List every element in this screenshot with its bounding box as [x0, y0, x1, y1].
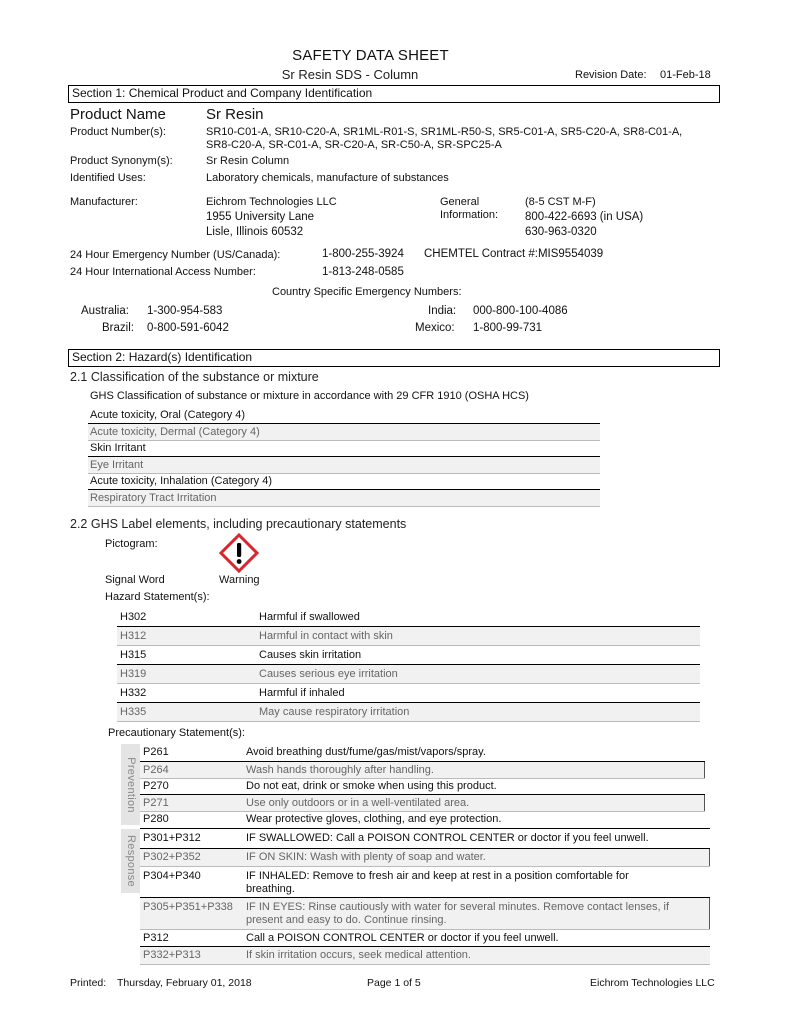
- australia-label: Australia:: [81, 305, 129, 317]
- precaution-text: Do not eat, drink or smoke when using this product.: [246, 780, 497, 792]
- product-name: Sr Resin: [206, 106, 264, 123]
- signal-word-label: Signal Word: [105, 574, 165, 586]
- precaution-text: Call a POISON CONTROL CENTER or doctor if you feel unwell.: [246, 932, 559, 944]
- classification-row: Skin Irritant: [90, 442, 146, 454]
- emergency-number: 1-800-255-3924: [322, 248, 404, 260]
- classification-row: Acute toxicity, Dermal (Category 4): [90, 426, 260, 438]
- section1-header-box: [68, 85, 720, 103]
- precaution-code: P264: [143, 764, 169, 776]
- general-info-label-1: General: [440, 196, 480, 208]
- intl-access-number: 1-813-248-0585: [322, 266, 404, 278]
- manufacturer-street: 1955 University Lane: [206, 211, 315, 223]
- country-numbers-heading: Country Specific Emergency Numbers:: [272, 286, 462, 298]
- precaution-text: Avoid breathing dust/fume/gas/mist/vapors/spray.: [246, 746, 486, 758]
- precaution-text: IF ON SKIN: Wash with plenty of soap and water.: [246, 851, 486, 863]
- footer-page-number: Page 1 of 5: [367, 977, 421, 989]
- revision-date: 01-Feb-18: [660, 69, 711, 81]
- footer-company: Eichrom Technologies LLC: [590, 977, 715, 989]
- hazard-code: H319: [120, 668, 147, 680]
- precaution-text: Use only outdoors or in a well-ventilated area.: [246, 797, 470, 809]
- uses-label: Identified Uses:: [70, 172, 146, 184]
- section2-header-box: [68, 349, 720, 367]
- intl-access-label: 24 Hour International Access Number:: [70, 266, 256, 278]
- manufacturer-name: Eichrom Technologies LLC: [206, 196, 337, 208]
- uses-value: Laboratory chemicals, manufacture of substances: [206, 172, 449, 184]
- classification-row: Acute toxicity, Oral (Category 4): [90, 409, 246, 421]
- hazard-text: Causes skin irritation: [259, 649, 362, 661]
- subsection-2-1-heading: 2.1 Classification of the substance or mixture: [70, 370, 319, 384]
- precaution-text: If skin irritation occurs, seek medical attention.: [246, 949, 471, 961]
- synonym-label: Product Synonym(s):: [70, 155, 173, 167]
- precaution-text: IF SWALLOWED: Call a POISON CONTROL CENTER or doctor if you feel unwell.: [246, 832, 649, 844]
- document-subtitle: Sr Resin SDS - Column: [281, 67, 419, 82]
- precaution-text: IF INHALED: Remove to fresh air and keep at rest in a position comfortable for: [246, 870, 629, 882]
- contact-phone-usa: 800-422-6693 (in USA): [525, 211, 644, 223]
- footer-printed-label: Printed:: [70, 977, 107, 989]
- mexico-number: 1-800-99-731: [473, 322, 543, 334]
- emergency-label: 24 Hour Emergency Number (US/Canada):: [70, 249, 281, 261]
- pictogram-label: Pictogram:: [105, 538, 158, 550]
- response-tab: Response: [121, 829, 140, 893]
- revision-label: Revision Date:: [575, 69, 647, 81]
- classification-row: Eye Irritant: [90, 459, 144, 471]
- precaution-code: P302+P352: [143, 851, 201, 863]
- contact-hours: (8-5 CST M-F): [525, 196, 596, 208]
- hazard-text: Harmful in contact with skin: [259, 630, 393, 642]
- brazil-number: 0-800-591-6042: [147, 322, 229, 334]
- general-info-label-2: Information:: [440, 209, 499, 221]
- ghs-classification-line: GHS Classification of substance or mixture in accordance with 29 CFR 1910 (OSHA HCS): [90, 390, 529, 402]
- precaution-code: P270: [143, 780, 169, 792]
- prevention-tab: Prevention: [121, 744, 140, 825]
- classification-row: Respiratory Tract Irritation: [90, 492, 217, 504]
- contact-phone-local: 630-963-0320: [525, 226, 597, 238]
- precautionary-statements-label: Precautionary Statement(s):: [108, 727, 245, 739]
- india-number: 000-800-100-4086: [473, 305, 568, 317]
- section2-heading: Section 2: Hazard(s) Identification: [72, 350, 253, 364]
- precaution-text: IF IN EYES: Rinse cautiously with water for several minutes. Remove contact lenses, if: [246, 901, 670, 913]
- precaution-code: P312: [143, 932, 169, 944]
- precaution-text-cont: present and easy to do. Continue rinsing.: [246, 914, 447, 926]
- precaution-text: Wear protective gloves, clothing, and eye protection.: [246, 813, 502, 825]
- brazil-label: Brazil:: [102, 322, 134, 334]
- hazard-text: Causes serious eye irritation: [259, 668, 398, 680]
- hazard-text: Harmful if swallowed: [259, 611, 360, 623]
- precaution-code: P280: [143, 813, 169, 825]
- precaution-code: P304+P340: [143, 870, 201, 882]
- signal-word: Warning: [219, 574, 260, 586]
- hazard-code: H312: [120, 630, 147, 642]
- chemtel-contract: CHEMTEL Contract #:MIS9554039: [424, 248, 604, 260]
- hazard-text: May cause respiratory irritation: [259, 706, 410, 718]
- manufacturer-city: Lisle, Illinois 60532: [206, 226, 304, 238]
- subsection-2-2-heading: 2.2 GHS Label elements, including precautionary statements: [70, 517, 407, 531]
- precaution-code: P305+P351+P338: [143, 901, 233, 913]
- hazard-text: Harmful if inhaled: [259, 687, 345, 699]
- product-number-label: Product Number(s):: [70, 126, 166, 138]
- mexico-label: Mexico:: [415, 322, 455, 334]
- precaution-code: P271: [143, 797, 169, 809]
- document-title: SAFETY DATA SHEET: [292, 47, 449, 64]
- precaution-text-cont: breathing.: [246, 883, 295, 895]
- precaution-code: P332+P313: [143, 949, 201, 961]
- exclamation-mark-diamond-icon: [219, 533, 259, 573]
- synonym-value: Sr Resin Column: [206, 155, 290, 167]
- australia-number: 1-300-954-583: [147, 305, 223, 317]
- product-name-label: Product Name: [70, 106, 166, 123]
- hazard-code: H315: [120, 649, 147, 661]
- india-label: India:: [428, 305, 457, 317]
- section1-heading: Section 1: Chemical Product and Company Identification: [72, 86, 373, 100]
- hazard-code: H332: [120, 687, 147, 699]
- hazard-statements-label: Hazard Statement(s):: [105, 591, 210, 603]
- hazard-code: H302: [120, 611, 147, 623]
- hazard-code: H335: [120, 706, 147, 718]
- product-number-line2: SR8-C20-A, SR-C01-A, SR-C20-A, SR-C50-A, SR-SPC25-A: [206, 139, 502, 151]
- precaution-code: P301+P312: [143, 832, 201, 844]
- footer-printed-date: Thursday, February 01, 2018: [117, 977, 252, 989]
- classification-row: Acute toxicity, Inhalation (Category 4): [90, 475, 272, 487]
- manufacturer-label: Manufacturer:: [70, 196, 138, 208]
- precaution-text: Wash hands thoroughly after handling.: [246, 764, 434, 776]
- product-number-line1: SR10-C01-A, SR10-C20-A, SR1ML-R01-S, SR1ML-R50-S, SR5-C01-A, SR5-C20-A, SR8-C01-A,: [206, 126, 683, 138]
- precaution-code: P261: [143, 746, 169, 758]
